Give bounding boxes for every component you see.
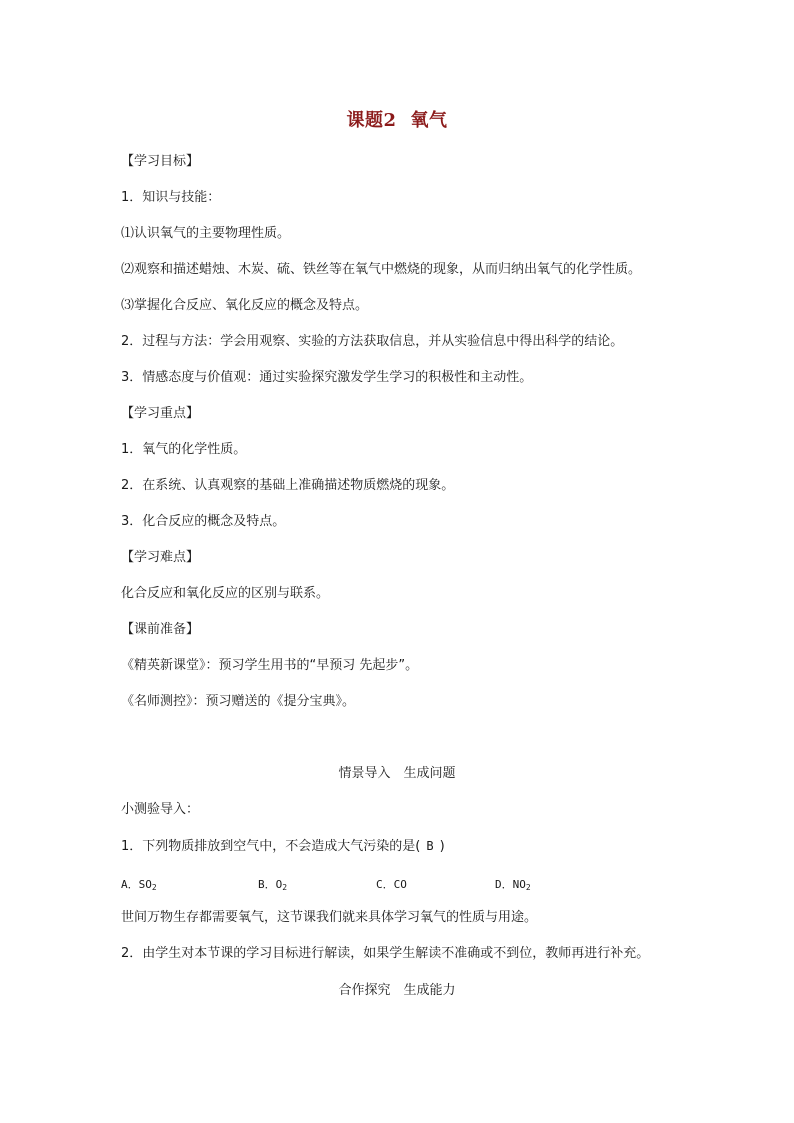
title-sub: 氧气 (410, 110, 448, 131)
difficulty-heading: 【学习难点】 (121, 550, 200, 565)
focus-item-2: 2．在系统、认真观察的基础上准确描述物质燃烧的现象。 (121, 478, 455, 493)
goals-item-1b: ⑵观察和描述蜡烛、木炭、硫、铁丝等在氧气中燃烧的现象，从而归纳出氧气的化学性质。 (121, 262, 642, 277)
goals-heading: 【学习目标】 (121, 154, 200, 169)
focus-item-3: 3．化合反应的概念及特点。 (121, 514, 286, 529)
goals-item-2: 2．过程与方法：学会用观察、实验的方法获取信息，并从实验信息中得出科学的结论。 (121, 334, 624, 349)
page-title (0, 106, 794, 132)
option-b: B．$O_2$ (258, 878, 288, 892)
explore-heading: 合作探究 生成能力 (338, 983, 456, 998)
option-a: A．$SO_2$ (121, 878, 157, 892)
goals-item-3: 3．情感态度与价值观：通过实验探究激发学生学习的积极性和主动性。 (121, 370, 533, 385)
focus-item-1: 1．氧气的化学性质。 (121, 442, 247, 457)
question-1-answer: B (426, 839, 434, 853)
question-2: 2．由学生对本节课的学习目标进行解读，如果学生解读不准确或不到位，教师再进行补充。 (121, 946, 650, 961)
goals-item-1c: ⑶掌握化合反应、氧化反应的概念及特点。 (121, 298, 369, 313)
prep-heading: 【课前准备】 (121, 622, 200, 637)
title-main: 课题2 (346, 110, 397, 131)
question-1 (121, 837, 445, 856)
question-1-close: ) (439, 839, 445, 854)
option-c: C．CO (376, 878, 407, 891)
question-1-text: 1．下列物质排放到空气中，不会造成大气污染的是( (121, 839, 421, 854)
goals-item-1: 1．知识与技能： (121, 190, 221, 205)
option-d: D．$NO_2$ (495, 878, 531, 892)
world-line: 世间万物生存都需要氧气，这节课我们就来具体学习氧气的性质与用途。 (121, 910, 538, 925)
prep-line-1: 《精英新课堂》：预习学生用书的“早预习 先起步”。 (121, 658, 419, 673)
prep-line-2: 《名师测控》：预习赠送的《提分宝典》。 (121, 694, 356, 709)
quiz-label: 小测验导入： (121, 802, 200, 817)
focus-heading: 【学习重点】 (121, 406, 200, 421)
intro-heading: 情景导入 生成问题 (338, 766, 456, 781)
difficulty-text: 化合反应和氧化反应的区别与联系。 (121, 586, 330, 601)
goals-item-1a: ⑴认识氧气的主要物理性质。 (121, 226, 291, 241)
